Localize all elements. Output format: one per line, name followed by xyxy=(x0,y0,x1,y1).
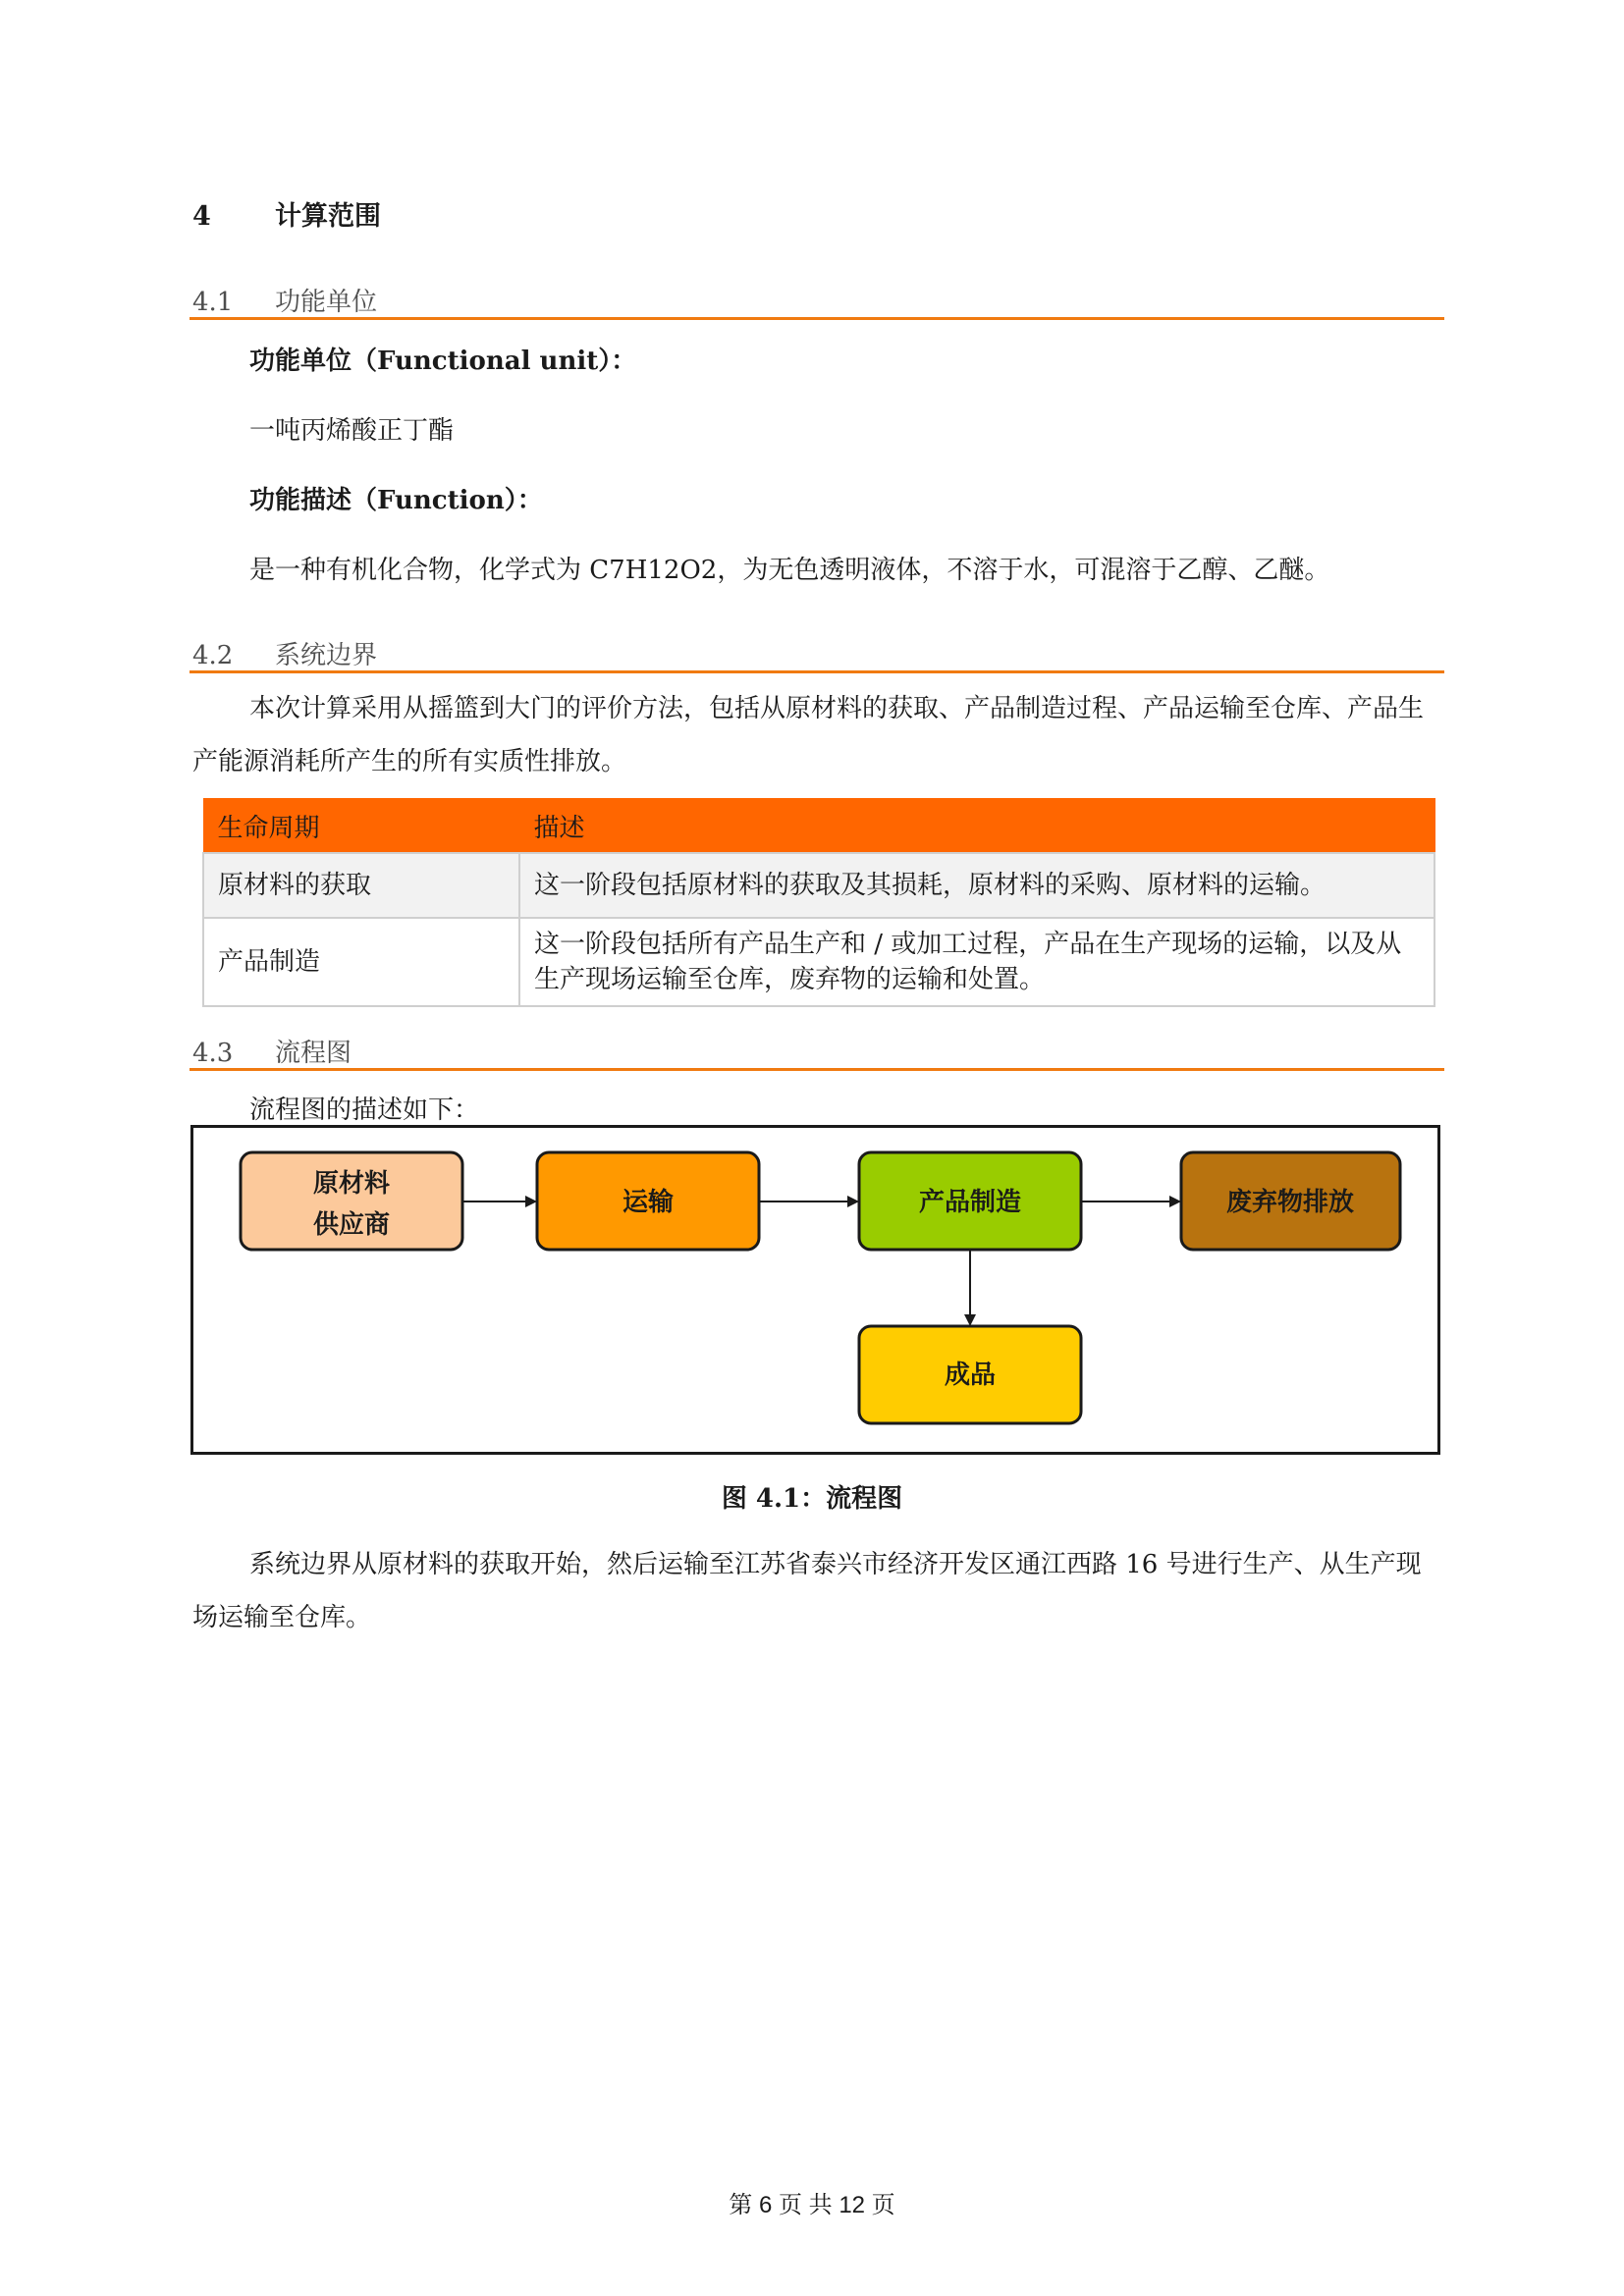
heading-rule xyxy=(189,317,1444,320)
system-boundary-intro: 本次计算采用从摇篮到大门的评价方法，包括从原材料的获取、产品制造过程、产品运输至仓库、产品生产能源消耗所产生的所有实质性排放。 xyxy=(192,694,1425,776)
flowchart-frame xyxy=(190,1125,1440,1455)
table-cell: 产品制造 xyxy=(203,918,519,1006)
subsection-number: 4.3 xyxy=(192,1039,234,1068)
transport-node xyxy=(537,1152,759,1250)
flowchart-intro: 流程图的描述如下： xyxy=(249,1095,480,1125)
figure-caption: 图 4.1：流程图 xyxy=(721,1484,903,1514)
product-label: 成品 xyxy=(944,1361,997,1390)
section-title: 计算范围 xyxy=(275,201,381,232)
subsection-title: 流程图 xyxy=(275,1039,352,1068)
subsection-number: 4.1 xyxy=(192,288,234,317)
page-footer: 第 6 页 共 12 页 xyxy=(729,2192,895,2218)
table-cell: 这一阶段包括所有产品生产和 / 或加工过程，产品在生产现场的运输，以及从生产现场运输至仓库，废弃物的运输和处置。 xyxy=(519,918,1435,1006)
life-cycle-table xyxy=(202,798,1435,1007)
subsection-title: 系统边界 xyxy=(275,641,378,670)
table-header-row xyxy=(203,799,1435,854)
supplier-node xyxy=(241,1152,462,1250)
manufacture-node xyxy=(859,1152,1081,1250)
transport-label: 运输 xyxy=(622,1188,675,1217)
function-text: 是一种有机化合物，化学式为 C7H12O2，为无色透明液体，不溶于水，可混溶于乙醇、乙醚。 xyxy=(249,556,1330,585)
waste-node xyxy=(1181,1152,1400,1250)
functional-unit-text: 一吨丙烯酸正丁酯 xyxy=(249,416,455,446)
system-boundary-conclusion: 系统边界从原材料的获取开始，然后运输至江苏省泰兴市经济开发区通江西路 16 号进行生产、从生产现场运输至仓库。 xyxy=(192,1550,1422,1632)
section-number: 4 xyxy=(192,201,211,232)
subsection-heading-4-1 xyxy=(192,282,377,318)
subsection-heading-4-2 xyxy=(192,635,377,671)
supplier-label-line2: 供应商 xyxy=(312,1210,391,1240)
product-node xyxy=(859,1326,1081,1423)
table-header-cell: 生命周期 xyxy=(203,799,519,854)
table-cell: 原材料的获取 xyxy=(203,853,519,918)
table-header-cell: 描述 xyxy=(519,799,1435,854)
subsection-title: 功能单位 xyxy=(275,288,378,317)
table-cell: 这一阶段包括原材料的获取及其损耗，原材料的采购、原材料的运输。 xyxy=(519,853,1435,918)
table-row xyxy=(203,918,1435,1006)
heading-rule xyxy=(189,1068,1444,1071)
table-row xyxy=(203,853,1435,918)
heading-rule xyxy=(189,670,1444,673)
manufacture-label: 产品制造 xyxy=(918,1188,1022,1217)
subsection-heading-4-3 xyxy=(192,1033,352,1069)
section-heading xyxy=(192,194,381,233)
supplier-label-line1: 原材料 xyxy=(312,1169,391,1199)
functional-unit-label: 功能单位（Functional unit）： xyxy=(249,347,637,376)
waste-label: 废弃物排放 xyxy=(1225,1188,1355,1217)
flowchart xyxy=(193,1128,1437,1452)
subsection-number: 4.2 xyxy=(192,641,234,670)
function-label: 功能描述（Function）： xyxy=(249,486,543,515)
